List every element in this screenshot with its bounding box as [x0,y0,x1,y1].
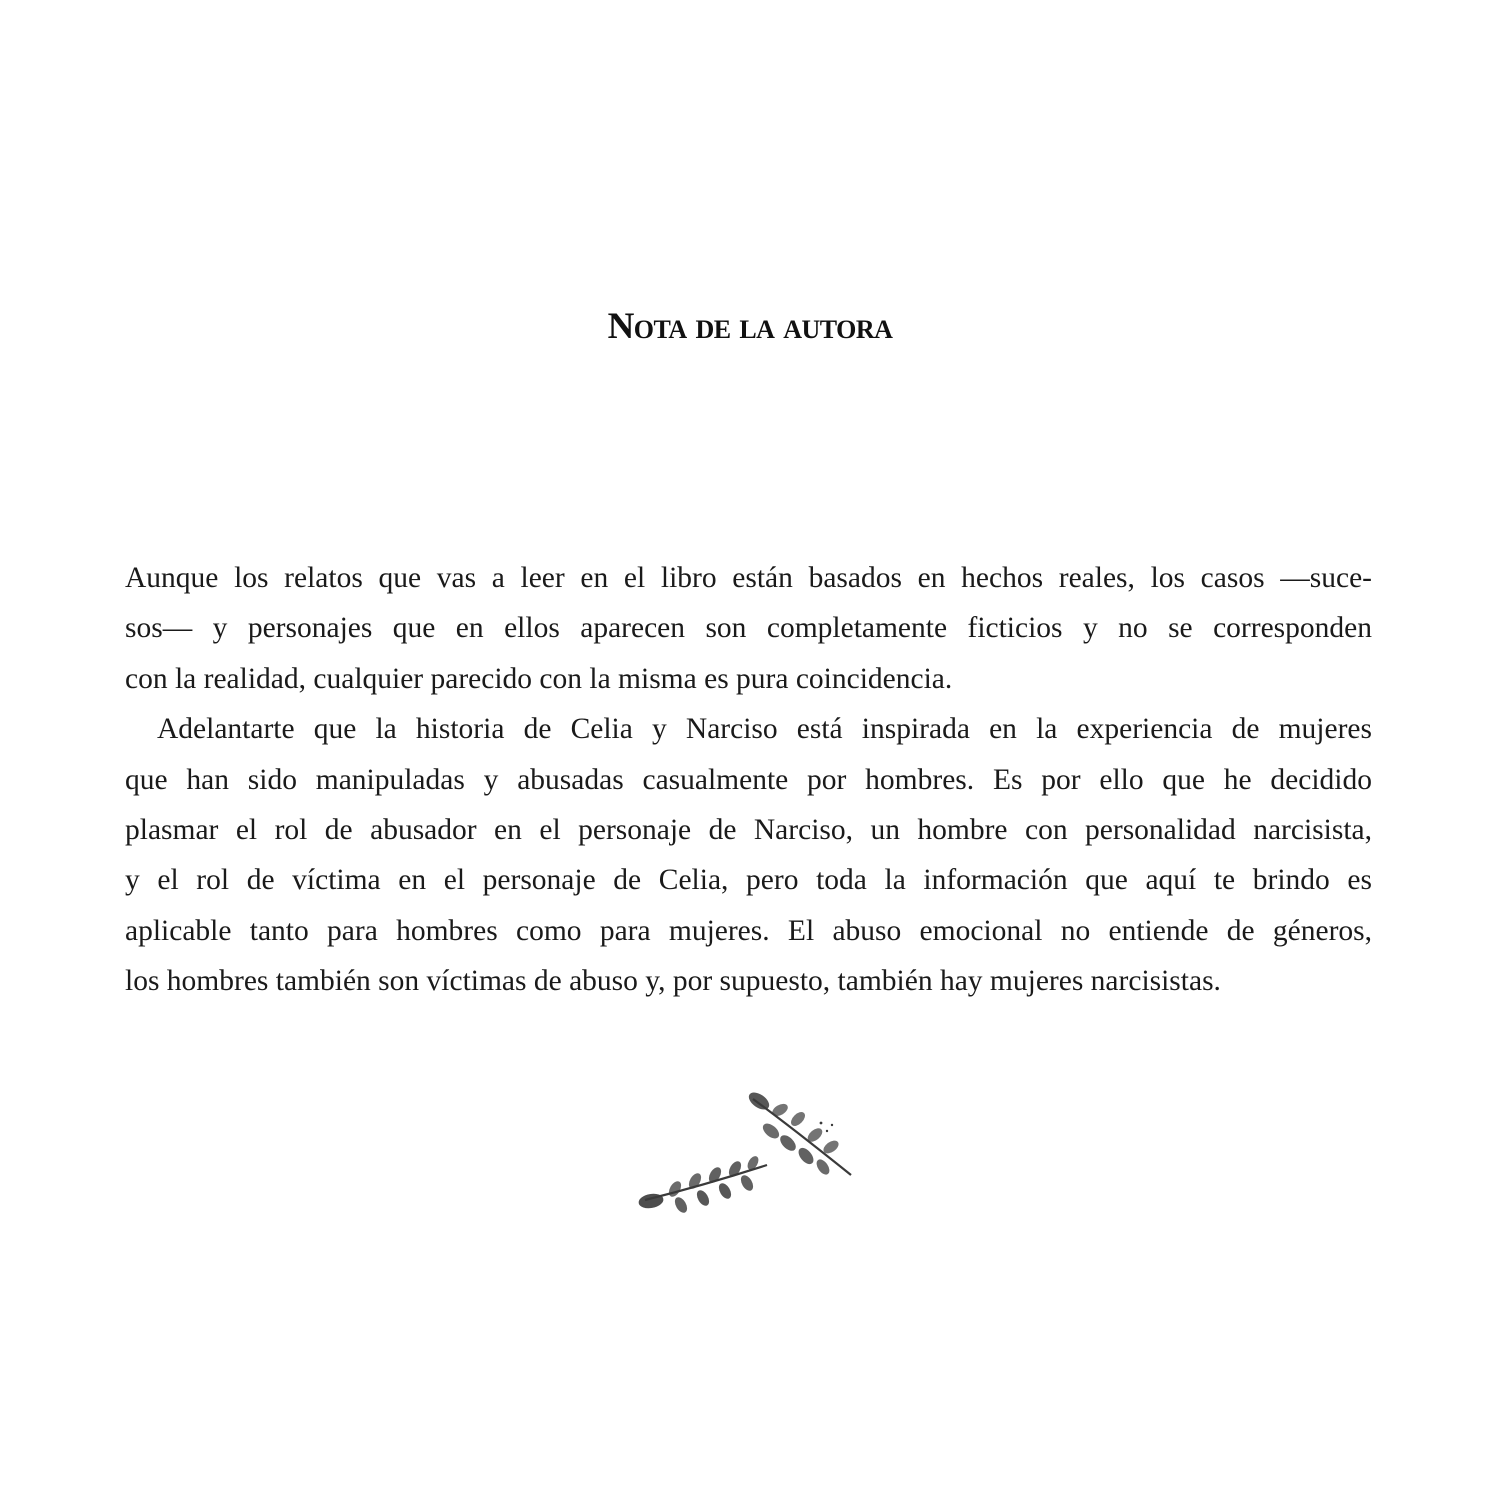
text-line: con la realidad, cualquier parecido con la misma es pura coincidencia. [125,662,953,695]
text-line: sos— y personajes que en ellos aparecen son completamente ficticios y no se corresponden [125,612,1372,645]
author-note-text [125,553,1372,1007]
text-line: y el rol de víctima en el personaje de Celia, pero toda la información que aquí te brindo es [125,864,1372,897]
leaf-branches-icon [635,1085,865,1225]
text-line: plasmar el rol de abusador en el personaje de Narciso, un hombre con personalidad narcisista, [125,813,1372,846]
paragraph-1 [125,553,1372,704]
paragraph-2 [125,704,1372,1006]
text-line: aplicable tanto para hombres como para mujeres. El abuso emocional no entiende de géneros, [125,914,1372,947]
text-line: Adelantarte que la historia de Celia y Narciso está inspirada en la experiencia de mujeres [157,713,1372,746]
text-line: los hombres también son víctimas de abuso y, por supuesto, también hay mujeres narcisistas. [125,965,1221,998]
page-title: Nota de la autora [607,306,893,347]
text-line: Aunque los relatos que vas a leer en el libro están basados en hechos reales, los casos —suce- [125,562,1372,594]
text-line: que han sido manipuladas y abusadas casualmente por hombres. Es por ello que he decidido [125,763,1372,796]
